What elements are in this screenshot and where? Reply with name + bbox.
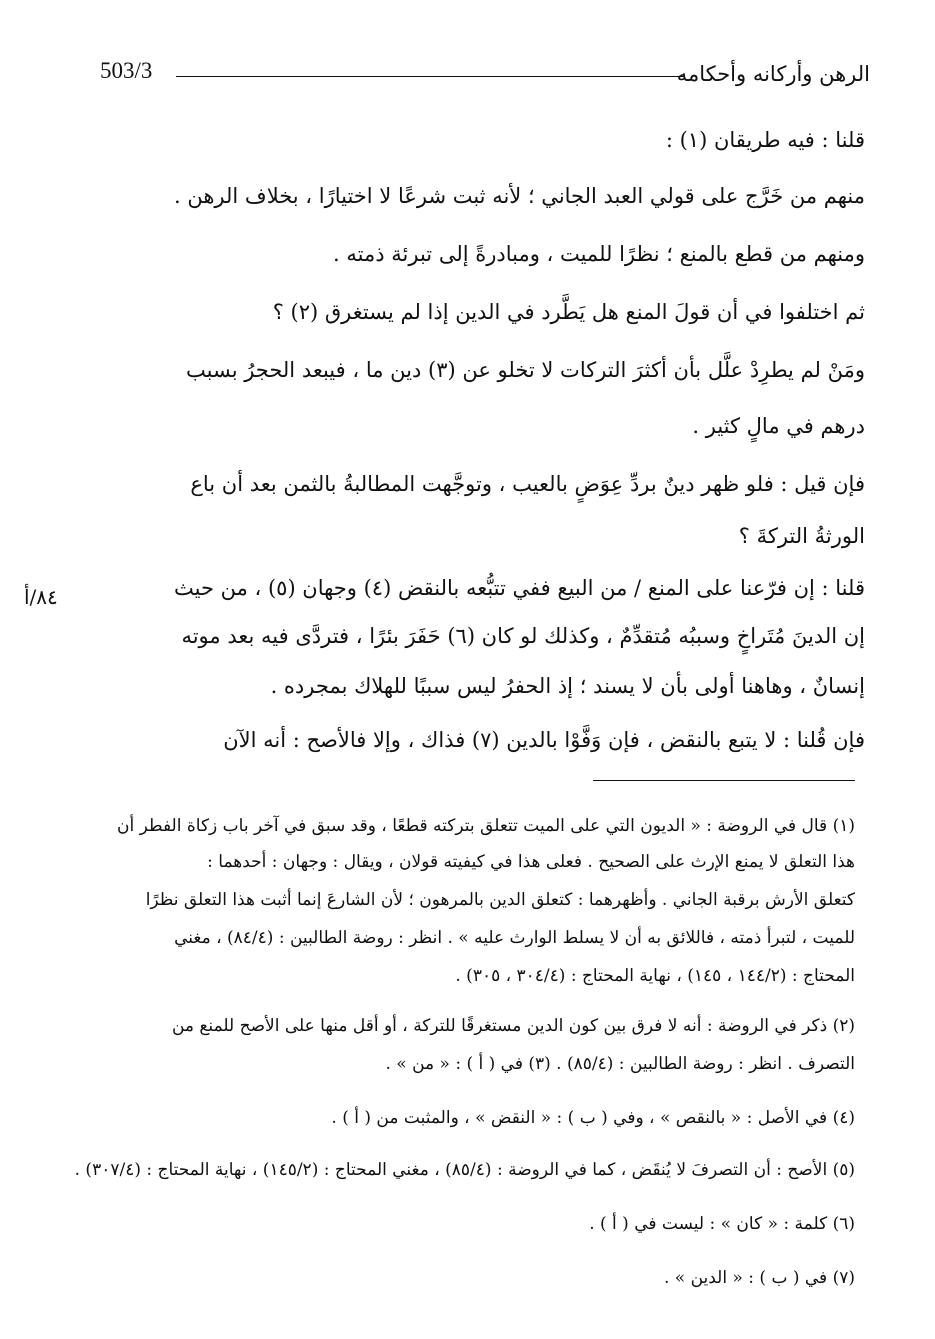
footnote-line: (٧) في ( ب ) : « الدين » . xyxy=(663,1268,855,1288)
body-line: فإن قيل : فلو ظهر دينٌ بردِّ عِوَضٍ بالعيب ، وتوجَّهت المطالبةُ بالثمن بعد أن باع xyxy=(190,472,865,496)
footnote-line: التصرف . انظر : روضة الطالبين : (٨٥/٤) . (٣) في ( أ ) : « من » . xyxy=(385,1054,855,1074)
footnote-line: (٤) في الأصل : « بالنقص » ، وفي ( ب ) : « النقض » ، والمثبت من ( أ ) . xyxy=(331,1108,855,1128)
body-line: ثم اختلفوا في أن قولَ المنع هل يَطَّرد في الدين إذا لم يستغرق (٢) ؟ xyxy=(272,300,865,324)
body-line: ومنهم من قطع بالمنع ؛ نظرًا للميت ، ومبادرةً إلى تبرئة ذمته . xyxy=(333,242,865,266)
footnote-line: (١) قال في الروضة : « الديون التي على الميت تتعلق بتركته قطعًا ، وقد سبق في آخر باب زكاة الفطر أن xyxy=(117,816,855,836)
footnote-line: للميت ، لتبرأ ذمته ، فاللائق به أن لا يسلط الوارث عليه » . انظر : روضة الطالبين : (٨٤/٤) ، مغني xyxy=(174,928,855,948)
footnote-separator xyxy=(593,780,855,781)
footnote-line: هذا التعلق لا يمنع الإرث على الصحيح . فعلى هذا في كيفيته قولان ، ويقال : وجهان : أحدهما : xyxy=(207,852,855,872)
manuscript-folio-note: ٨٤/أ xyxy=(24,585,58,609)
header-rule xyxy=(176,76,685,77)
body-line: الورثةُ التركةَ ؟ xyxy=(738,524,865,548)
page-header xyxy=(100,58,870,94)
footnote-line: (٢) ذكر في الروضة : أنه لا فرق بين كون الدين مستغرقًا للتركة ، أو أقل منها على الأصح للمنع من xyxy=(171,1016,855,1036)
footnote-line: (٥) الأصح : أن التصرفَ لا يُنقَض ، كما في الروضة : (٨٥/٤) ، مغني المحتاج : (١٤٥/٢) ، نهاية المحتاج : (٣٠٧/٤) . xyxy=(74,1160,855,1180)
footnote-line: (٦) كلمة : « كان » : ليست في ( أ ) . xyxy=(589,1214,855,1234)
body-line: قلنا : فيه طريقان (١) : xyxy=(665,128,865,152)
footnote-line: المحتاج : (١٤٤/٢ ، ١٤٥) ، نهاية المحتاج : (٣٠٤/٤ ، ٣٠٥) . xyxy=(455,966,855,986)
body-line: منهم من خَرَّج على قولي العبد الجاني ؛ لأنه ثبت شرعًا لا اختيارًا ، بخلاف الرهن . xyxy=(174,184,865,208)
body-line: فإن قُلنا : لا يتبع بالنقض ، فإن وَفَّوْا بالدين (٧) فذاك ، وإلا فالأصح : أنه الآن xyxy=(223,728,865,752)
body-line: ومَنْ لم يطرِدْ علَّل بأن أكثرَ التركات لا تخلو عن (٣) دين ما ، فيبعد الحجرُ بسبب xyxy=(186,358,865,382)
page-number: 503/3 xyxy=(100,58,153,83)
body-line: إن الدينَ مُتَراخٍ وسببُه مُتقدِّمٌ ، وكذلك لو كان (٦) حَفَرَ بئرًا ، فتردَّى فيه بعد موته xyxy=(181,624,865,648)
body-line: قلنا : إن فرّعنا على المنع / من البيع ففي تتبُّعه بالنقض (٤) وجهان (٥) ، من حيث xyxy=(173,576,865,600)
footnote-line: كتعلق الأرش برقبة الجاني . وأظهرهما : كتعلق الدين بالمرهون ؛ لأن الشارعَ إنما أثبت هذا التعلق نظرًا xyxy=(145,890,855,910)
body-line: إنسانٌ ، وهاهنا أولى بأن لا يسند ؛ إذ الحفرُ ليس سببًا للهلاك بمجرده . xyxy=(270,674,865,698)
running-title: الرهن وأركانه وأحكامه xyxy=(676,62,870,86)
body-line: درهم في مالٍ كثير . xyxy=(692,414,865,438)
